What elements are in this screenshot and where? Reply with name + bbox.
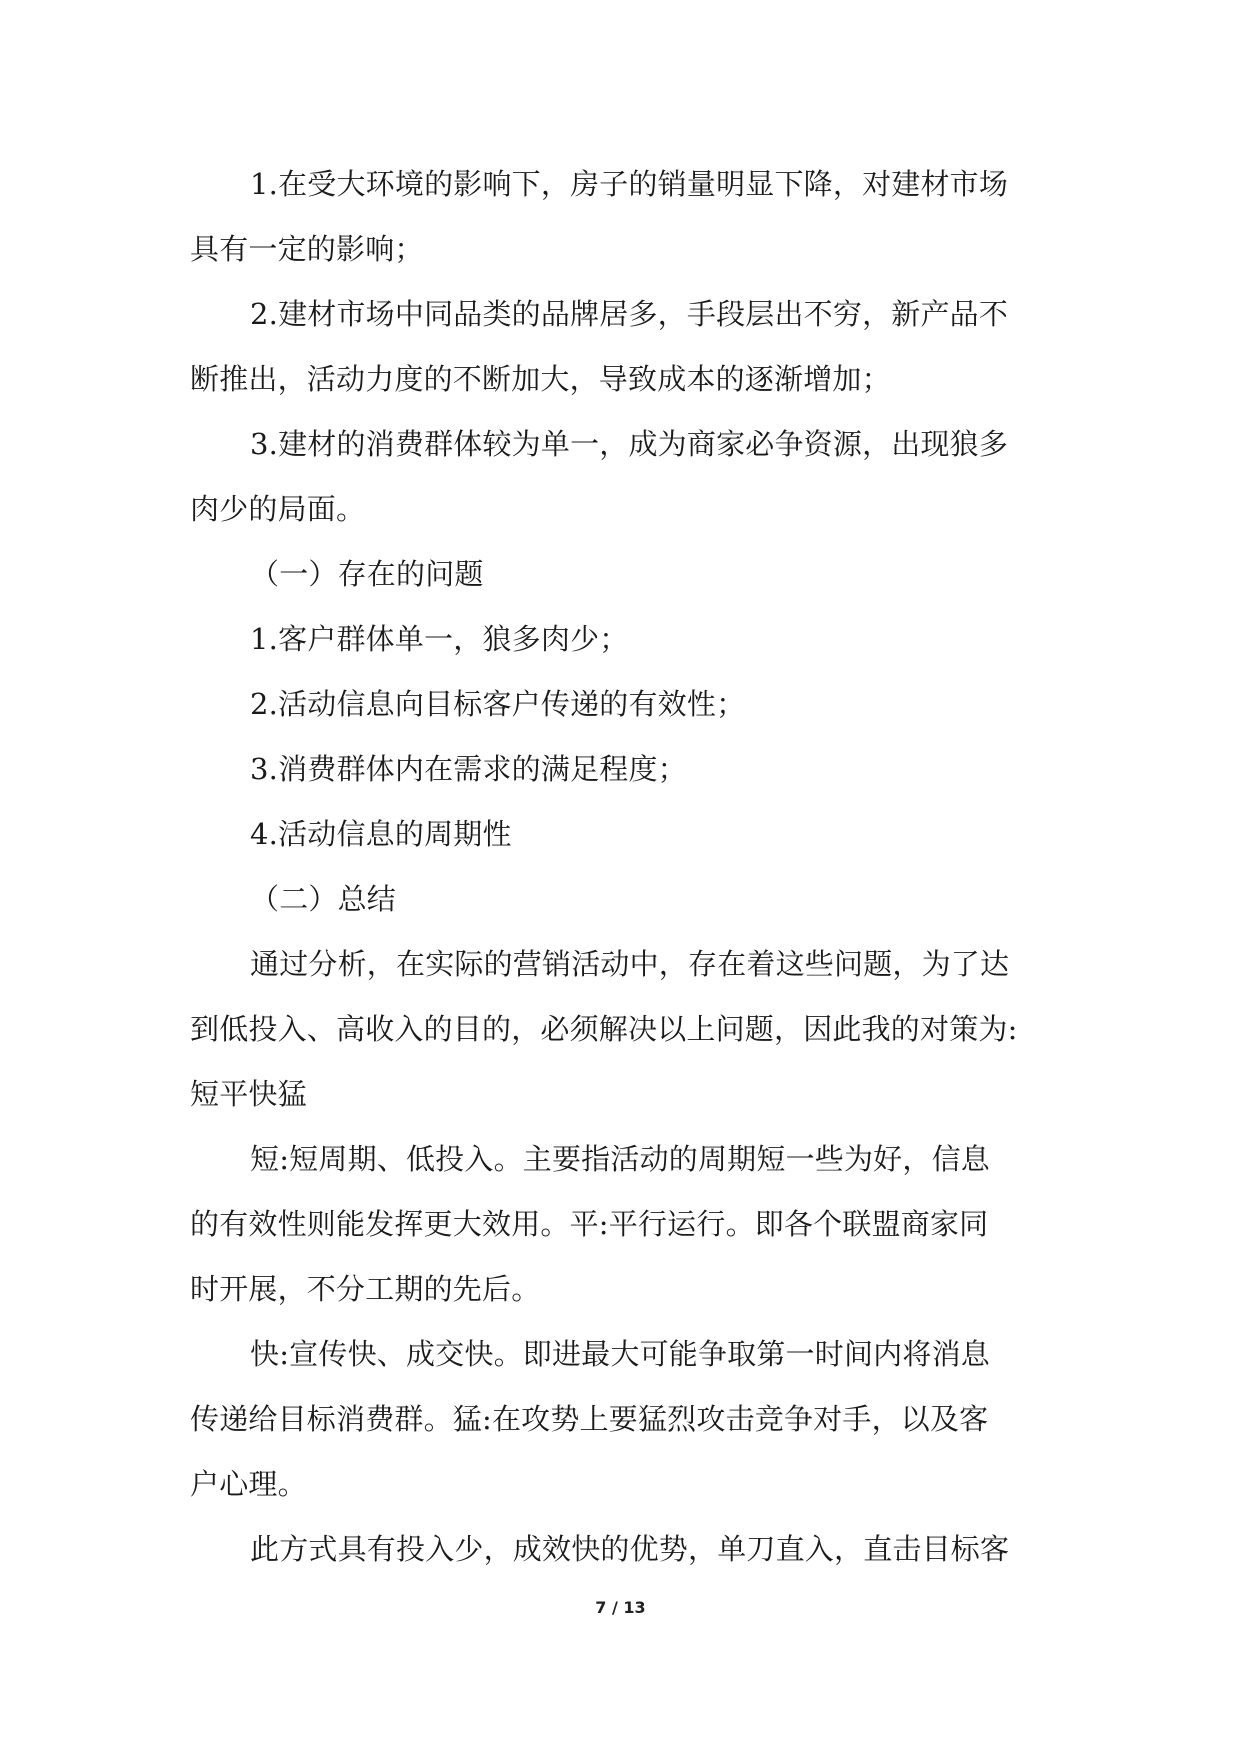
paragraph-line: 到低投入、高收入的目的，必须解决以上问题，因此我的对策为: (190, 1012, 1018, 1046)
paragraph-line: 具有一定的影响； (190, 232, 424, 266)
paragraph-line: 断推出，活动力度的不断加大，导致成本的逐渐增加； (190, 362, 891, 396)
paragraph-line: 2.建材市场中同品类的品牌居多，手段层出不穷，新产品不 (250, 297, 1009, 331)
paragraph-line: 1.在受大环境的影响下，房子的销量明显下降，对建材市场 (250, 167, 1009, 201)
paragraph-line: 短:短周期、低投入。主要指活动的周期短一些为好，信息 (250, 1142, 990, 1176)
paragraph-line: 此方式具有投入少，成效快的优势，单刀直入，直击目标客 (250, 1532, 1010, 1566)
list-item: 4.活动信息的周期性 (250, 817, 512, 851)
list-item: 1.客户群体单一，狼多肉少； (250, 622, 629, 656)
paragraph-line: 通过分析，在实际的营销活动中，存在着这些问题，为了达 (250, 947, 1010, 981)
page-number: 7 / 13 (595, 1598, 646, 1617)
list-item: 3.消费群体内在需求的满足程度； (250, 752, 687, 786)
section-heading: （一）存在的问题 (250, 557, 484, 591)
section-heading: （二）总结 (250, 882, 397, 916)
paragraph-line: 肉少的局面。 (190, 492, 366, 526)
paragraph-line: 3.建材的消费群体较为单一，成为商家必争资源，出现狼多 (250, 427, 1009, 461)
list-item: 2.活动信息向目标客户传递的有效性； (250, 687, 746, 721)
paragraph-line: 的有效性则能发挥更大效用。平:平行运行。即各个联盟商家同 (190, 1207, 989, 1241)
paragraph-line: 时开展，不分工期的先后。 (190, 1272, 541, 1306)
paragraph-line: 短平快猛 (190, 1077, 307, 1111)
paragraph-line: 户心理。 (190, 1467, 307, 1501)
paragraph-line: 快:宣传快、成交快。即进最大可能争取第一时间内将消息 (250, 1337, 990, 1371)
paragraph-line: 传递给目标消费群。猛:在攻势上要猛烈攻击竞争对手，以及客 (190, 1402, 989, 1436)
